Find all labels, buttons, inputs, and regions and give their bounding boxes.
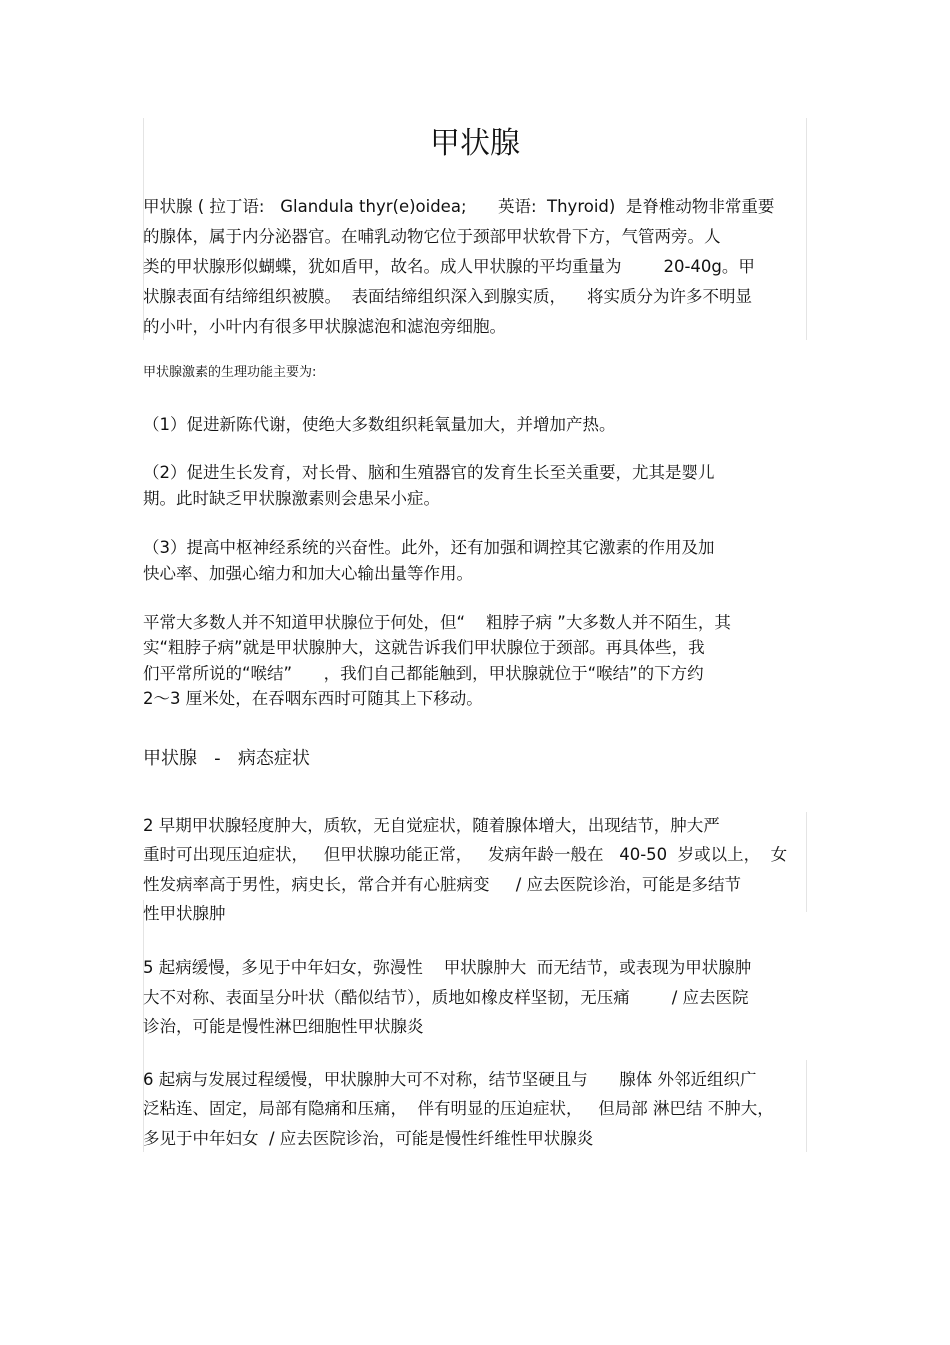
symptom-line: 性甲状腺肿 <box>143 904 226 923</box>
function-item: （3）提高中枢神经系统的兴奋性。此外，还有加强和调控其它激素的作用及加 <box>143 538 715 557</box>
location-line: 实“粗脖子病”就是甲状腺肿大，这就告诉我们甲状腺位于颈部。再具体些，我 <box>143 638 705 657</box>
symptom-line: 多见于中年妇女 / 应去医院诊治，可能是慢性纤维性甲状腺炎 <box>143 1129 594 1148</box>
location-line: 平常大多数人并不知道甲状腺位于何处，但“ 粗脖子病 ”大多数人并不陌生，其 <box>143 613 731 632</box>
margin-line <box>806 1060 807 1152</box>
function-item: 快心率、加强心缩力和加大心输出量等作用。 <box>143 564 473 583</box>
function-item: （1）促进新陈代谢，使绝大多数组织耗氧量加大，并增加产热。 <box>143 415 616 434</box>
symptom-line: 2 早期甲状腺轻度肿大，质软，无自觉症状，随着腺体增大，出现结节，肿大严 <box>143 816 720 835</box>
intro-line: 状腺表面有结缔组织被膜。 表面结缔组织深入到腺实质， 将实质分为许多不明显 <box>143 287 752 306</box>
function-item: 期。此时缺乏甲状腺激素则会患呆小症。 <box>143 489 440 508</box>
intro-line: 类的甲状腺形似蝴蝶，犹如盾甲，故名。成人甲状腺的平均重量为 20-40g。甲 <box>143 257 755 276</box>
symptom-line: 重时可出现压迫症状， 但甲状腺功能正常， 发病年龄一般在 40-50 岁或以上， 女 <box>143 845 788 864</box>
symptom-line: 6 起病与发展过程缓慢，甲状腺肿大可不对称，结节坚硬且与 腺体 外邻近组织广 <box>143 1070 757 1089</box>
symptom-line: 5 起病缓慢，多见于中年妇女，弥漫性 甲状腺肿大 而无结节，或表现为甲状腺肿 <box>143 958 752 977</box>
symptom-line: 性发病率高于男性，病史长，常合并有心脏病变 / 应去医院诊治，可能是多结节 <box>143 875 742 894</box>
intro-line: 的腺体，属于内分泌器官。在哺乳动物它位于颈部甲状软骨下方，气管两旁。人 <box>143 227 721 246</box>
intro-line: 的小叶，小叶内有很多甲状腺滤泡和滤泡旁细胞。 <box>143 317 506 336</box>
symptom-line: 泛粘连、固定，局部有隐痛和压痛， 伴有明显的压迫症状， 但局部 淋巴结 不肿大， <box>143 1099 774 1118</box>
symptom-line: 诊治，可能是慢性淋巴细胞性甲状腺炎 <box>143 1017 424 1036</box>
functions-heading: 甲状腺激素的生理功能主要为: <box>143 365 317 380</box>
page-title: 甲状腺 <box>430 126 520 161</box>
margin-line <box>806 812 807 912</box>
intro-line: 甲状腺 ( 拉丁语: Glandula thyr(e)oidea; 英语: Thyroid) 是脊椎动物非常重要 <box>143 197 775 216</box>
function-item: （2）促进生长发育，对长骨、脑和生殖器官的发育生长至关重要，尤其是婴儿 <box>143 463 715 482</box>
symptom-line: 大不对称、表面呈分叶状（酷似结节），质地如橡皮样坚韧，无压痛 / 应去医院 <box>143 988 749 1007</box>
location-line: 2～3 厘米处，在吞咽东西时可随其上下移动。 <box>143 689 483 708</box>
location-line: 们平常所说的“喉结” ，我们自己都能触到，甲状腺就位于“喉结”的下方约 <box>143 664 704 683</box>
section-heading: 甲状腺 - 病态症状 <box>143 748 310 769</box>
